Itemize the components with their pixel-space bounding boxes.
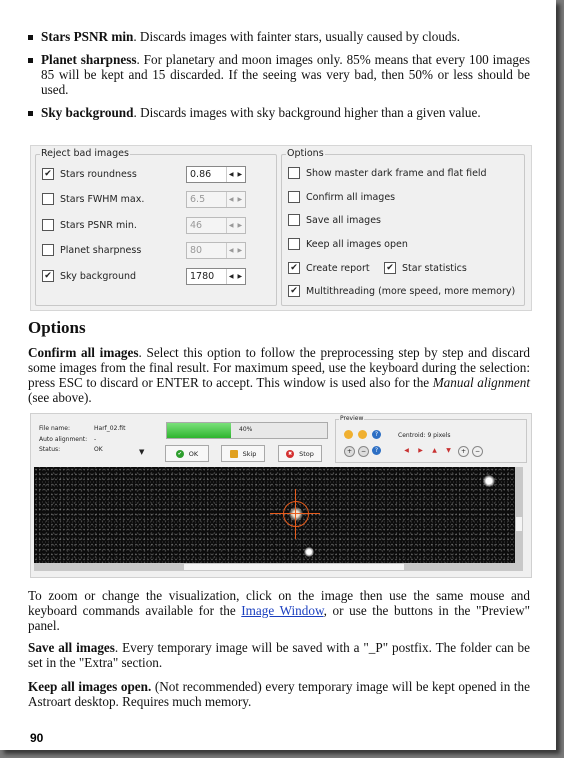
option-label: Create report (306, 262, 370, 274)
spin-value: 1780 (190, 271, 215, 282)
bright-star (483, 475, 495, 487)
reject-group-title: Reject bad images (41, 148, 129, 159)
spin-value: 80 (190, 245, 203, 256)
confirm-title: Confirm all images (28, 345, 139, 360)
auto-align-label: Auto alignment: (39, 436, 88, 443)
row-label: Stars roundness (60, 168, 137, 180)
vertical-scrollbar[interactable] (515, 467, 523, 571)
bullet-text: . Discards images with sky background higher than a given value. (133, 105, 481, 120)
checkbox[interactable] (288, 214, 300, 226)
option-star-statistics[interactable] (384, 261, 467, 275)
reject-row-sky-background[interactable] (42, 269, 136, 283)
preview-panel (335, 415, 527, 463)
save-title: Save all images (28, 640, 115, 655)
auto-align-value: - (94, 436, 97, 443)
ok-label: OK (188, 449, 199, 458)
bullet-square-icon (28, 35, 33, 40)
checkbox[interactable] (288, 238, 300, 250)
option-label: Confirm all images (306, 191, 396, 203)
fwhm-spinbox[interactable] (186, 191, 246, 208)
zoom-in-icon[interactable]: + (344, 446, 355, 457)
bullet-planet-sharpness (28, 52, 530, 97)
row-label: Stars PSNR min. (60, 219, 137, 231)
checkbox[interactable]: ✔ (384, 262, 396, 274)
option-label: Show master dark frame and flat field (306, 167, 487, 179)
arrow-right-icon[interactable]: ▶ (418, 447, 423, 454)
spin-value: 6.5 (190, 194, 206, 205)
sky-background-spinbox[interactable] (186, 268, 246, 285)
spin-arrows-icon[interactable]: ◀ ▶ (226, 218, 245, 233)
option-label: Keep all images open (306, 238, 408, 250)
zoom-text: To zoom or change the visualization, click on the image then use the same mouse and keyboard commands available for the (28, 588, 530, 618)
preview-panel-title: Preview (340, 415, 364, 422)
ok-button[interactable] (165, 445, 209, 462)
file-name-label: File name: (39, 425, 70, 432)
checkbox[interactable] (42, 193, 54, 205)
planet-sharpness-spinbox[interactable] (186, 242, 246, 259)
zoom-paragraph (28, 588, 530, 633)
spin-arrows-icon[interactable]: ◀ ▶ (226, 192, 245, 207)
save-all-paragraph (28, 640, 530, 670)
status-label: Status: (39, 446, 61, 453)
checkbox[interactable] (288, 191, 300, 203)
options-heading: Options (28, 318, 86, 337)
info-icon[interactable]: ? (372, 446, 381, 455)
save-text: . Every temporary image will be saved with a "_P" postfix. The folder can be set in the "Extra" section. (28, 640, 530, 670)
skip-button[interactable] (221, 445, 265, 462)
bullet-sky-background (28, 105, 530, 120)
star-field-preview[interactable] (34, 467, 523, 571)
reject-row-planet-sharpness[interactable] (42, 243, 141, 257)
option-label: Star statistics (402, 262, 467, 274)
option-save-all[interactable] (288, 213, 381, 227)
option-label: Multithreading (more speed, more memory) (306, 285, 516, 297)
zoom-text-end: , or use the buttons in the "Preview" panel. (28, 603, 530, 633)
stop-button[interactable] (278, 445, 322, 462)
row-label: Sky background (60, 270, 137, 282)
keep-title: Keep all images open. (28, 679, 152, 694)
zoom-out-icon[interactable]: − (358, 446, 369, 457)
skip-label: Skip (242, 449, 257, 458)
psnr-spinbox[interactable] (186, 217, 246, 234)
skip-icon (230, 450, 238, 458)
options-group (281, 148, 525, 306)
spin-value: 0.86 (190, 169, 212, 180)
centroid-text: Centroid: 9 pixels (398, 432, 451, 439)
horizontal-scroll-thumb[interactable] (184, 564, 404, 570)
keep-text: (Not recommended) every temporary image will be kept opened in the Astroart desktop. Requires much memory. (28, 679, 530, 709)
option-label: Save all images (306, 214, 381, 226)
spin-arrows-icon[interactable]: ◀ ▶ (226, 167, 245, 182)
reject-row-stars-roundness[interactable] (42, 167, 137, 181)
row-label: Planet sharpness (60, 244, 142, 256)
status-value: OK (94, 446, 103, 453)
page-number: 90 (30, 731, 44, 745)
bullet-stars-psnr (28, 29, 530, 44)
option-show-master[interactable] (288, 166, 487, 180)
bullet-title: Sky background (41, 105, 134, 120)
crosshair-v (295, 489, 296, 539)
help-icon[interactable]: ? (372, 430, 381, 439)
checkbox[interactable] (42, 244, 54, 256)
options-group-title: Options (287, 148, 324, 159)
star-noise (34, 467, 523, 571)
plus-circle-icon[interactable]: + (458, 446, 469, 457)
centroid-ring-icon (283, 501, 309, 527)
confirm-text-end: (see above). (28, 390, 92, 405)
stars-roundness-spinbox[interactable] (186, 166, 246, 183)
image-window-link[interactable]: Image Window (241, 603, 324, 618)
spin-arrows-icon[interactable]: ◀ ▶ (226, 243, 245, 258)
checkbox[interactable] (42, 219, 54, 231)
arrow-left-icon[interactable]: ◀ (404, 447, 409, 454)
reject-row-fwhm[interactable] (42, 192, 144, 206)
spin-arrows-icon[interactable]: ◀ ▶ (226, 269, 245, 284)
progress-bar (166, 422, 328, 439)
checkbox[interactable] (288, 167, 300, 179)
option-multithreading[interactable] (288, 284, 515, 298)
zoom-one-icon[interactable] (358, 430, 367, 439)
checkbox[interactable]: ✔ (288, 262, 300, 274)
bullet-square-icon (28, 58, 33, 63)
bullet-text: . For planetary and moon images only. 85% means that every 100 images 85 will be kept and 15 discarded. If the seeing was very bad, then 50% or less should be used. (41, 52, 530, 97)
bullet-text: . Discards images with fainter stars, usually caused by clouds. (133, 29, 461, 44)
stop-icon: ✖ (288, 450, 293, 457)
arrow-down-icon[interactable]: ▼ (446, 447, 451, 454)
manual-alignment-ref: Manual alignment (432, 375, 530, 390)
option-confirm-all[interactable] (288, 190, 395, 204)
star (304, 547, 314, 557)
option-create-report[interactable] (288, 261, 370, 275)
progress-text: 40% (239, 426, 253, 433)
row-label: Stars FWHM max. (60, 193, 145, 205)
minus-circle-icon[interactable]: − (472, 446, 483, 457)
bullet-square-icon (28, 111, 33, 116)
option-keep-all[interactable] (288, 237, 408, 251)
checkbox[interactable]: ✔ (42, 168, 54, 180)
checkbox[interactable]: ✔ (42, 270, 54, 282)
keep-all-paragraph (28, 679, 530, 709)
checkbox[interactable]: ✔ (288, 285, 300, 297)
zoom-fit-icon[interactable] (344, 430, 353, 439)
spin-value: 46 (190, 220, 203, 231)
confirm-window-screenshot (30, 413, 532, 578)
stop-label: Stop (299, 449, 314, 458)
check-icon: ✔ (177, 450, 182, 457)
settings-dialog-screenshot (30, 145, 532, 311)
confirm-text: . Select this option to follow the preprocessing step by step and discard some images from the final result. For maximum speed, use the keyboard during the selection: press ESC to discard or ENTER to accept. This window is used also for the (28, 345, 531, 390)
vertical-scroll-thumb[interactable] (516, 517, 522, 531)
progress-fill (167, 423, 231, 438)
bullet-title: Stars PSNR min (41, 29, 134, 44)
file-name-value: Harf_02.fit (94, 425, 126, 432)
arrow-up-icon[interactable]: ▲ (432, 447, 437, 454)
bullet-title: Planet sharpness (41, 52, 137, 67)
reject-bad-images-group (35, 148, 277, 306)
reject-row-psnr[interactable] (42, 218, 137, 232)
confirm-all-paragraph (28, 345, 530, 405)
horizontal-scrollbar[interactable] (34, 563, 515, 571)
status-dropdown-icon[interactable]: ▼ (139, 448, 145, 456)
